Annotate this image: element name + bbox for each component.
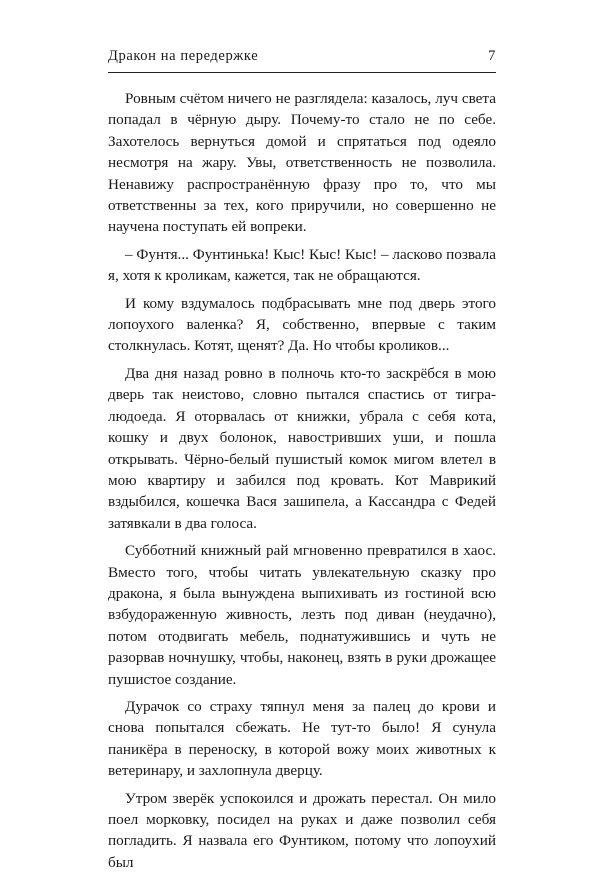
- paragraph: Субботний книжный рай мгновенно превратился в хаос. Вместо того, чтобы читать увлекательную сказку про дракона, я была вынуждена выпихивать из гостиной всю взбудораженную живность, лезть под диван (неудачно), потом отодвигать мебель, поднатужившись и чуть не разорвав ночнушку, чтобы, наконец, взять в руки дрожащее пушистое создание.: [108, 542, 496, 688]
- book-title: Дракон на передержке: [108, 48, 259, 64]
- paragraph: Два дня назад ровно в полночь кто-то заскрёбся в мою дверь так неистово, словно пытался спастись от тигра-людоеда. Я оторвалась от книжки, убрала с себя кота, кошку и двух болонок, навостривших уши, и пошла открывать. Чёрно-белый пушистый комок мигом влетел в мою квартиру и забился под кровать. Кот Маврикий вздыбился, кошечка Вася зашипела, а Кассандра с Федей затявкали в два голоса.: [108, 364, 496, 532]
- paragraph: – Фунтя... Фунтинька! Кыс! Кыс! Кыс! – ласково позвала я, хотя к кроликам, кажется, так не обращаются.: [108, 245, 496, 285]
- body-text: [108, 88, 496, 879]
- page-number: 7: [488, 48, 496, 64]
- header-rule: [108, 72, 496, 73]
- paragraph: Ровным счётом ничего не разглядела: казалось, луч света попадал в чёрную дыру. Почему-то стало не по себе. Захотелось вернуться домой и спрятаться под одеяло несмотря на жару. Увы, ответственность не позволила. Ненавижу распространённую фразу про то, что мы ответственны за тех, кого приручили, но совершенно не научена поступать ей вопреки.: [108, 90, 496, 236]
- paragraph: Дурачок со страху тяпнул меня за палец до крови и снова попытался сбежать. Не тут-то было! Я сунула паникёра в переноску, в которой вожу моих животных к ветеринару, и захлопнула дверцу.: [108, 697, 496, 780]
- paragraph: И кому вздумалось подбрасывать мне под дверь этого лопоухого валенка? Я, собственно, впервые с таким столкнулась. Котят, щенят? Да. Но чтобы кроликов...: [108, 294, 496, 355]
- paragraph: Утром зверёк успокоился и дрожать перестал. Он мило поел морковку, посидел на руках и даже позволил себя погладить. Я назвала его Фунтиком, потому что лопоухий был: [108, 789, 496, 871]
- running-header: [108, 48, 496, 70]
